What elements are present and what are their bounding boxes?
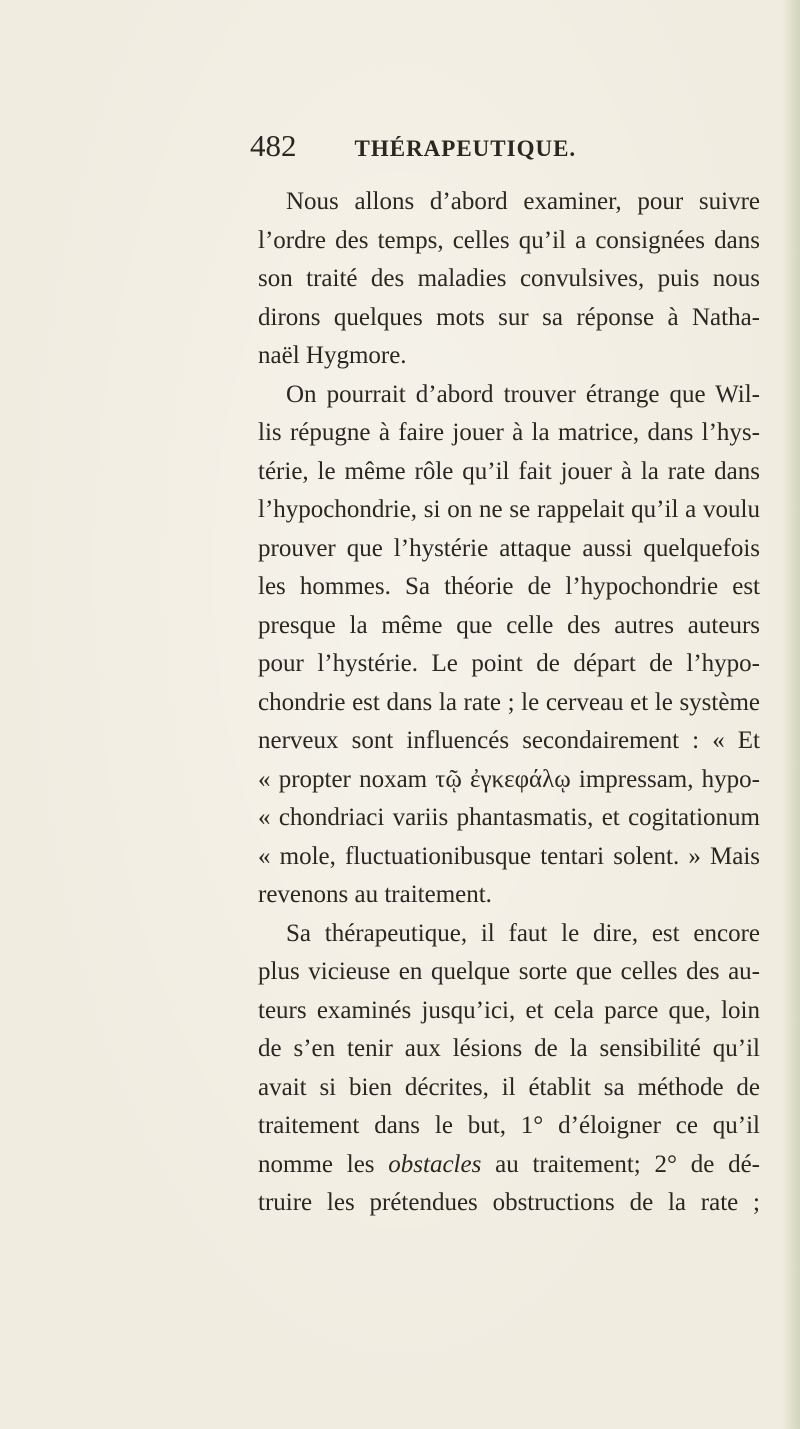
- text-line: lis répugne à faire jouer à la matrice, dans l’hys-: [258, 419, 760, 446]
- text-line: l’ordre des temps, celles qu’il a consignées dans: [258, 226, 760, 254]
- text-line: naël Hygmore.: [258, 342, 407, 369]
- text-line: Sa thérapeutique, il faut le dire, est encore: [286, 919, 760, 947]
- text-line: avait si bien décrites, il établit sa méthode de: [258, 1073, 760, 1101]
- italic-term: obstacles: [388, 1150, 482, 1178]
- text-line: truire les prétendues obstructions de la rate ;: [258, 1189, 760, 1216]
- text-line: teurs examinés jusqu’ici, et cela parce que, loin: [258, 996, 760, 1024]
- text-line: On pourrait d’abord trouver étrange que Wil-: [286, 380, 760, 408]
- text-segment: nomme les: [258, 1150, 375, 1178]
- text-line: les hommes. Sa théorie de l’hypochondrie est: [258, 573, 760, 600]
- text-line: térie, le même rôle qu’il fait jouer à la rate dans: [258, 457, 760, 485]
- running-head: THÉRAPEUTIQUE.: [354, 136, 577, 161]
- text-line: son traité des maladies convulsives, puis nous: [258, 265, 760, 292]
- page-number: 482: [250, 128, 297, 163]
- text-line: Nous allons d’abord examiner, pour suivre: [286, 188, 760, 215]
- text-line: pour l’hystérie. Le point de départ de l’hypo-: [258, 650, 760, 677]
- text-line: presque la même que celle des autres auteurs: [258, 611, 760, 639]
- text-line: dirons quelques mots sur sa réponse à Natha-: [258, 303, 760, 331]
- text-line: l’hypochondrie, si on ne se rappelait qu’il a voulu: [258, 496, 760, 523]
- text-segment: au traitement; 2° de dé-: [495, 1150, 761, 1178]
- text-line: « mole, fluctuationibusque tentari solent. » Mais: [258, 842, 760, 870]
- page-edge-shadow: [782, 0, 800, 1429]
- text-line: prouver que l’hystérie attaque aussi quelquefois: [258, 534, 760, 562]
- text-line: chondrie est dans la rate ; le cerveau et le système: [258, 688, 760, 716]
- text-line: plus vicieuse en quelque sorte que celles des au-: [258, 958, 760, 985]
- text-line-mixed: [258, 1146, 760, 1185]
- text-line: revenons au traitement.: [258, 881, 492, 908]
- text-line: traitement dans le but, 1° d’éloigner ce qu’il: [258, 1112, 760, 1139]
- text-line: nerveux sont influencés secondairement : « Et: [258, 727, 760, 754]
- body-text: [258, 183, 760, 1223]
- page-header: [250, 128, 576, 168]
- text-line: « propter noxam τῷ ἐγκεφάλῳ impressam, hypo-: [258, 765, 760, 793]
- text-line: de s’en tenir aux lésions de la sensibilité qu’il: [258, 1035, 760, 1062]
- text-line: « chondriaci variis phantasmatis, et cogitationum: [258, 804, 760, 831]
